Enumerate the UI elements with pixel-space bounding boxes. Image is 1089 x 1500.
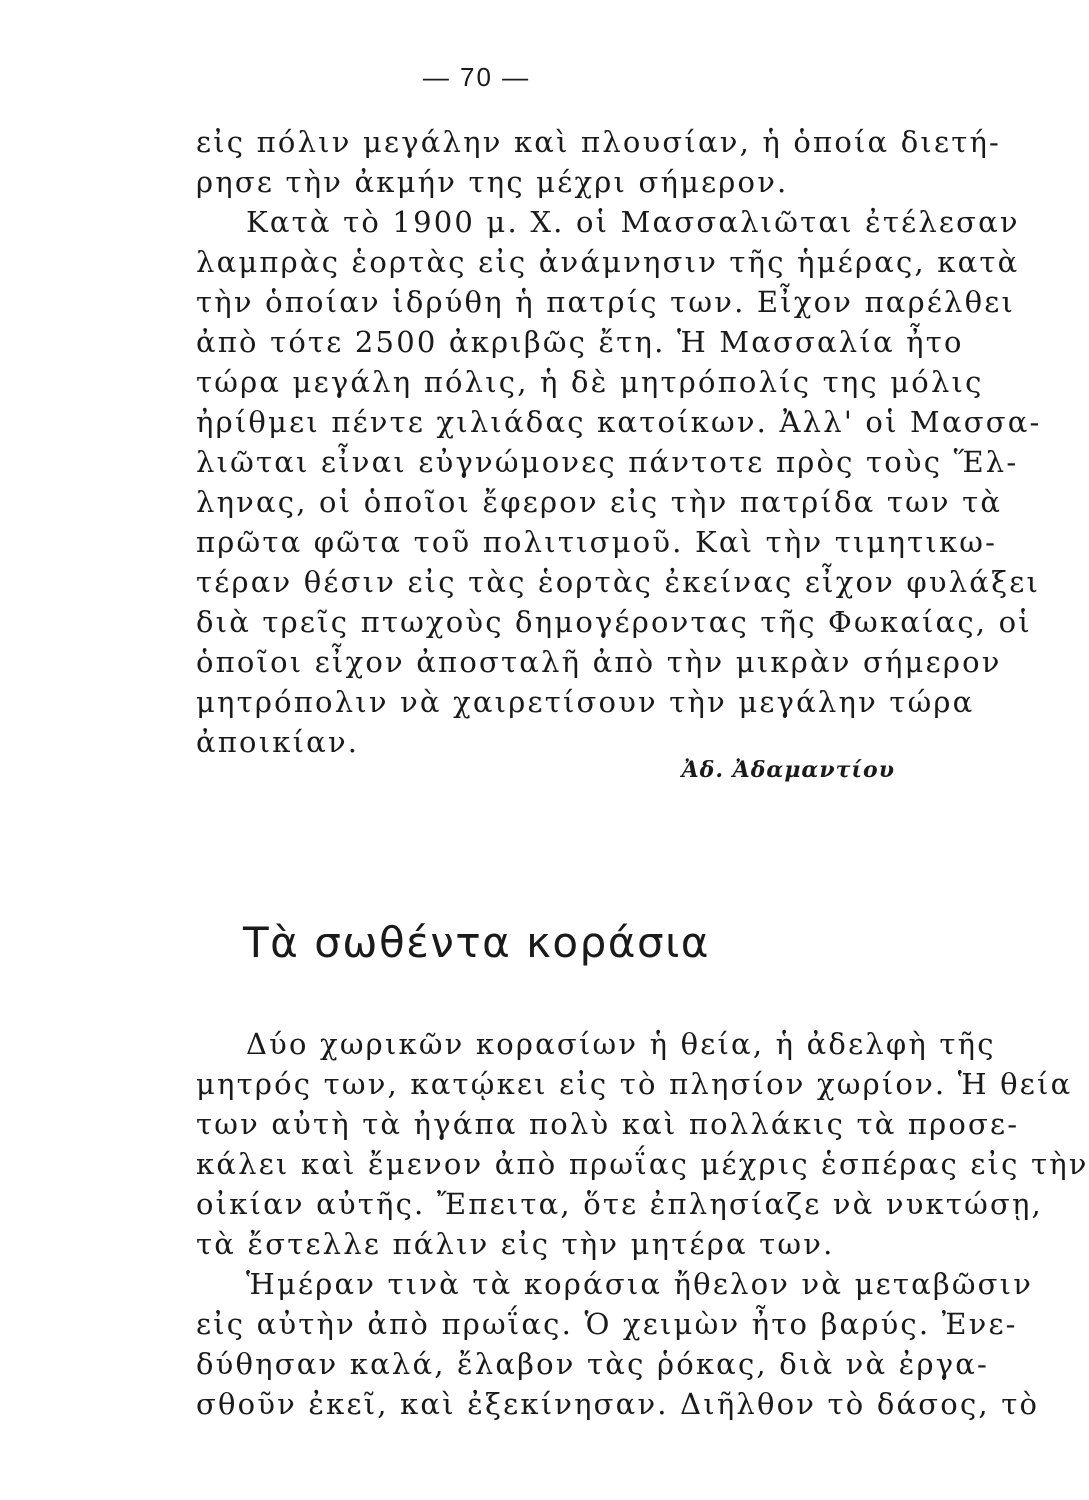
story-line: Ἡμέραν τινὰ τὰ κοράσια ἤθελον νὰ μεταβῶσιν — [246, 1267, 1034, 1301]
passage-line: τὴν ὁποίαν ἱδρύθη ἡ πατρίς των. Εἶχον παρέλθει — [196, 285, 1016, 319]
story-line: σθοῦν ἐκεῖ, καὶ ἐξεκίνησαν. Διῆλθον τὸ δάσος, τὸ — [196, 1387, 1040, 1421]
story-line: δύθησαν καλά, ἔλαβον τὰς ῥόκας, διὰ νὰ ἐργα- — [196, 1347, 990, 1381]
passage-line: λιῶται εἶναι εὐγνώμονες πάντοτε πρὸς τοὺς Ἕλ- — [196, 445, 1019, 479]
story-line: μητρός των, κατῴκει εἰς τὸ πλησίον χωρίον. Ἡ θεία — [196, 1067, 1073, 1101]
story-line: εἰς αὐτὴν ἀπὸ πρωΐας. Ὁ χειμὼν ἦτο βαρύς. Ἐνε- — [196, 1307, 1018, 1341]
passage-line: ρησε τὴν ἀκμήν της μέχρι σήμερον. — [196, 165, 789, 199]
passage-line: ὁποῖοι εἶχον ἀποσταλῆ ἀπὸ τὴν μικρὰν σήμερον — [196, 645, 1002, 679]
passage-line: λαμπρὰς ἑορτὰς εἰς ἀνάμνησιν τῆς ἡμέρας, κατὰ — [196, 245, 1020, 279]
passage-line: τέραν θέσιν εἰς τὰς ἑορτὰς ἐκείνας εἶχον φυλάξει — [196, 565, 1041, 599]
author-attribution: Ἀδ. Ἀδαμαντίου — [681, 757, 895, 783]
passage-line: ἀποικίαν. — [196, 725, 360, 759]
passage-line: μητρόπολιν νὰ χαιρετίσουν τὴν μεγάλην τώρα — [196, 685, 975, 719]
passage-line: διὰ τρεῖς πτωχοὺς δημογέροντας τῆς Φωκαίας, οἱ — [196, 605, 1032, 639]
story-line: κάλει καὶ ἔμενον ἀπὸ πρωΐας μέχρις ἑσπέρας εἰς τὴν — [196, 1147, 1089, 1181]
story-line: οἰκίαν αὐτῆς. Ἔπειτα, ὅτε ἐπλησίαζε νὰ νυκτώσῃ, — [196, 1187, 1043, 1221]
story-title: Τὰ σωθέντα κοράσια — [243, 918, 710, 967]
story-line: τὰ ἔστελλε πάλιν εἰς τὴν μητέρα των. — [196, 1227, 835, 1261]
passage-line: τώρα μεγάλη πόλις, ἡ δὲ μητρόπολίς της μόλις — [196, 365, 984, 399]
story-line: Δύο χωρικῶν κορασίων ἡ θεία, ἡ ἀδελφὴ τῆς — [246, 1027, 996, 1061]
passage-line: ληνας, οἱ ὁποῖοι ἔφερον εἰς τὴν πατρίδα των τὰ — [196, 485, 1003, 519]
passage-line: πρῶτα φῶτα τοῦ πολιτισμοῦ. Καὶ τὴν τιμητικω- — [196, 525, 998, 559]
passage-line: ἀπὸ τότε 2500 ἀκριβῶς ἔτη. Ἡ Μασσαλία ἦτο — [196, 325, 964, 359]
story-line: των αὐτὴ τὰ ἠγάπα πολὺ καὶ πολλάκις τὰ προσε- — [196, 1107, 1020, 1141]
passage-line: ἠρίθμει πέντε χιλιάδας κατοίκων. Ἀλλ' οἱ Μασσα- — [196, 405, 1042, 439]
passage-line: εἰς πόλιν μεγάλην καὶ πλουσίαν, ἡ ὁποία διετή- — [196, 125, 1002, 159]
page-number: — 70 — — [422, 62, 531, 92]
passage-line: Κατὰ τὸ 1900 μ. Χ. οἱ Μασσαλιῶται ἐτέλεσαν — [246, 205, 1020, 239]
